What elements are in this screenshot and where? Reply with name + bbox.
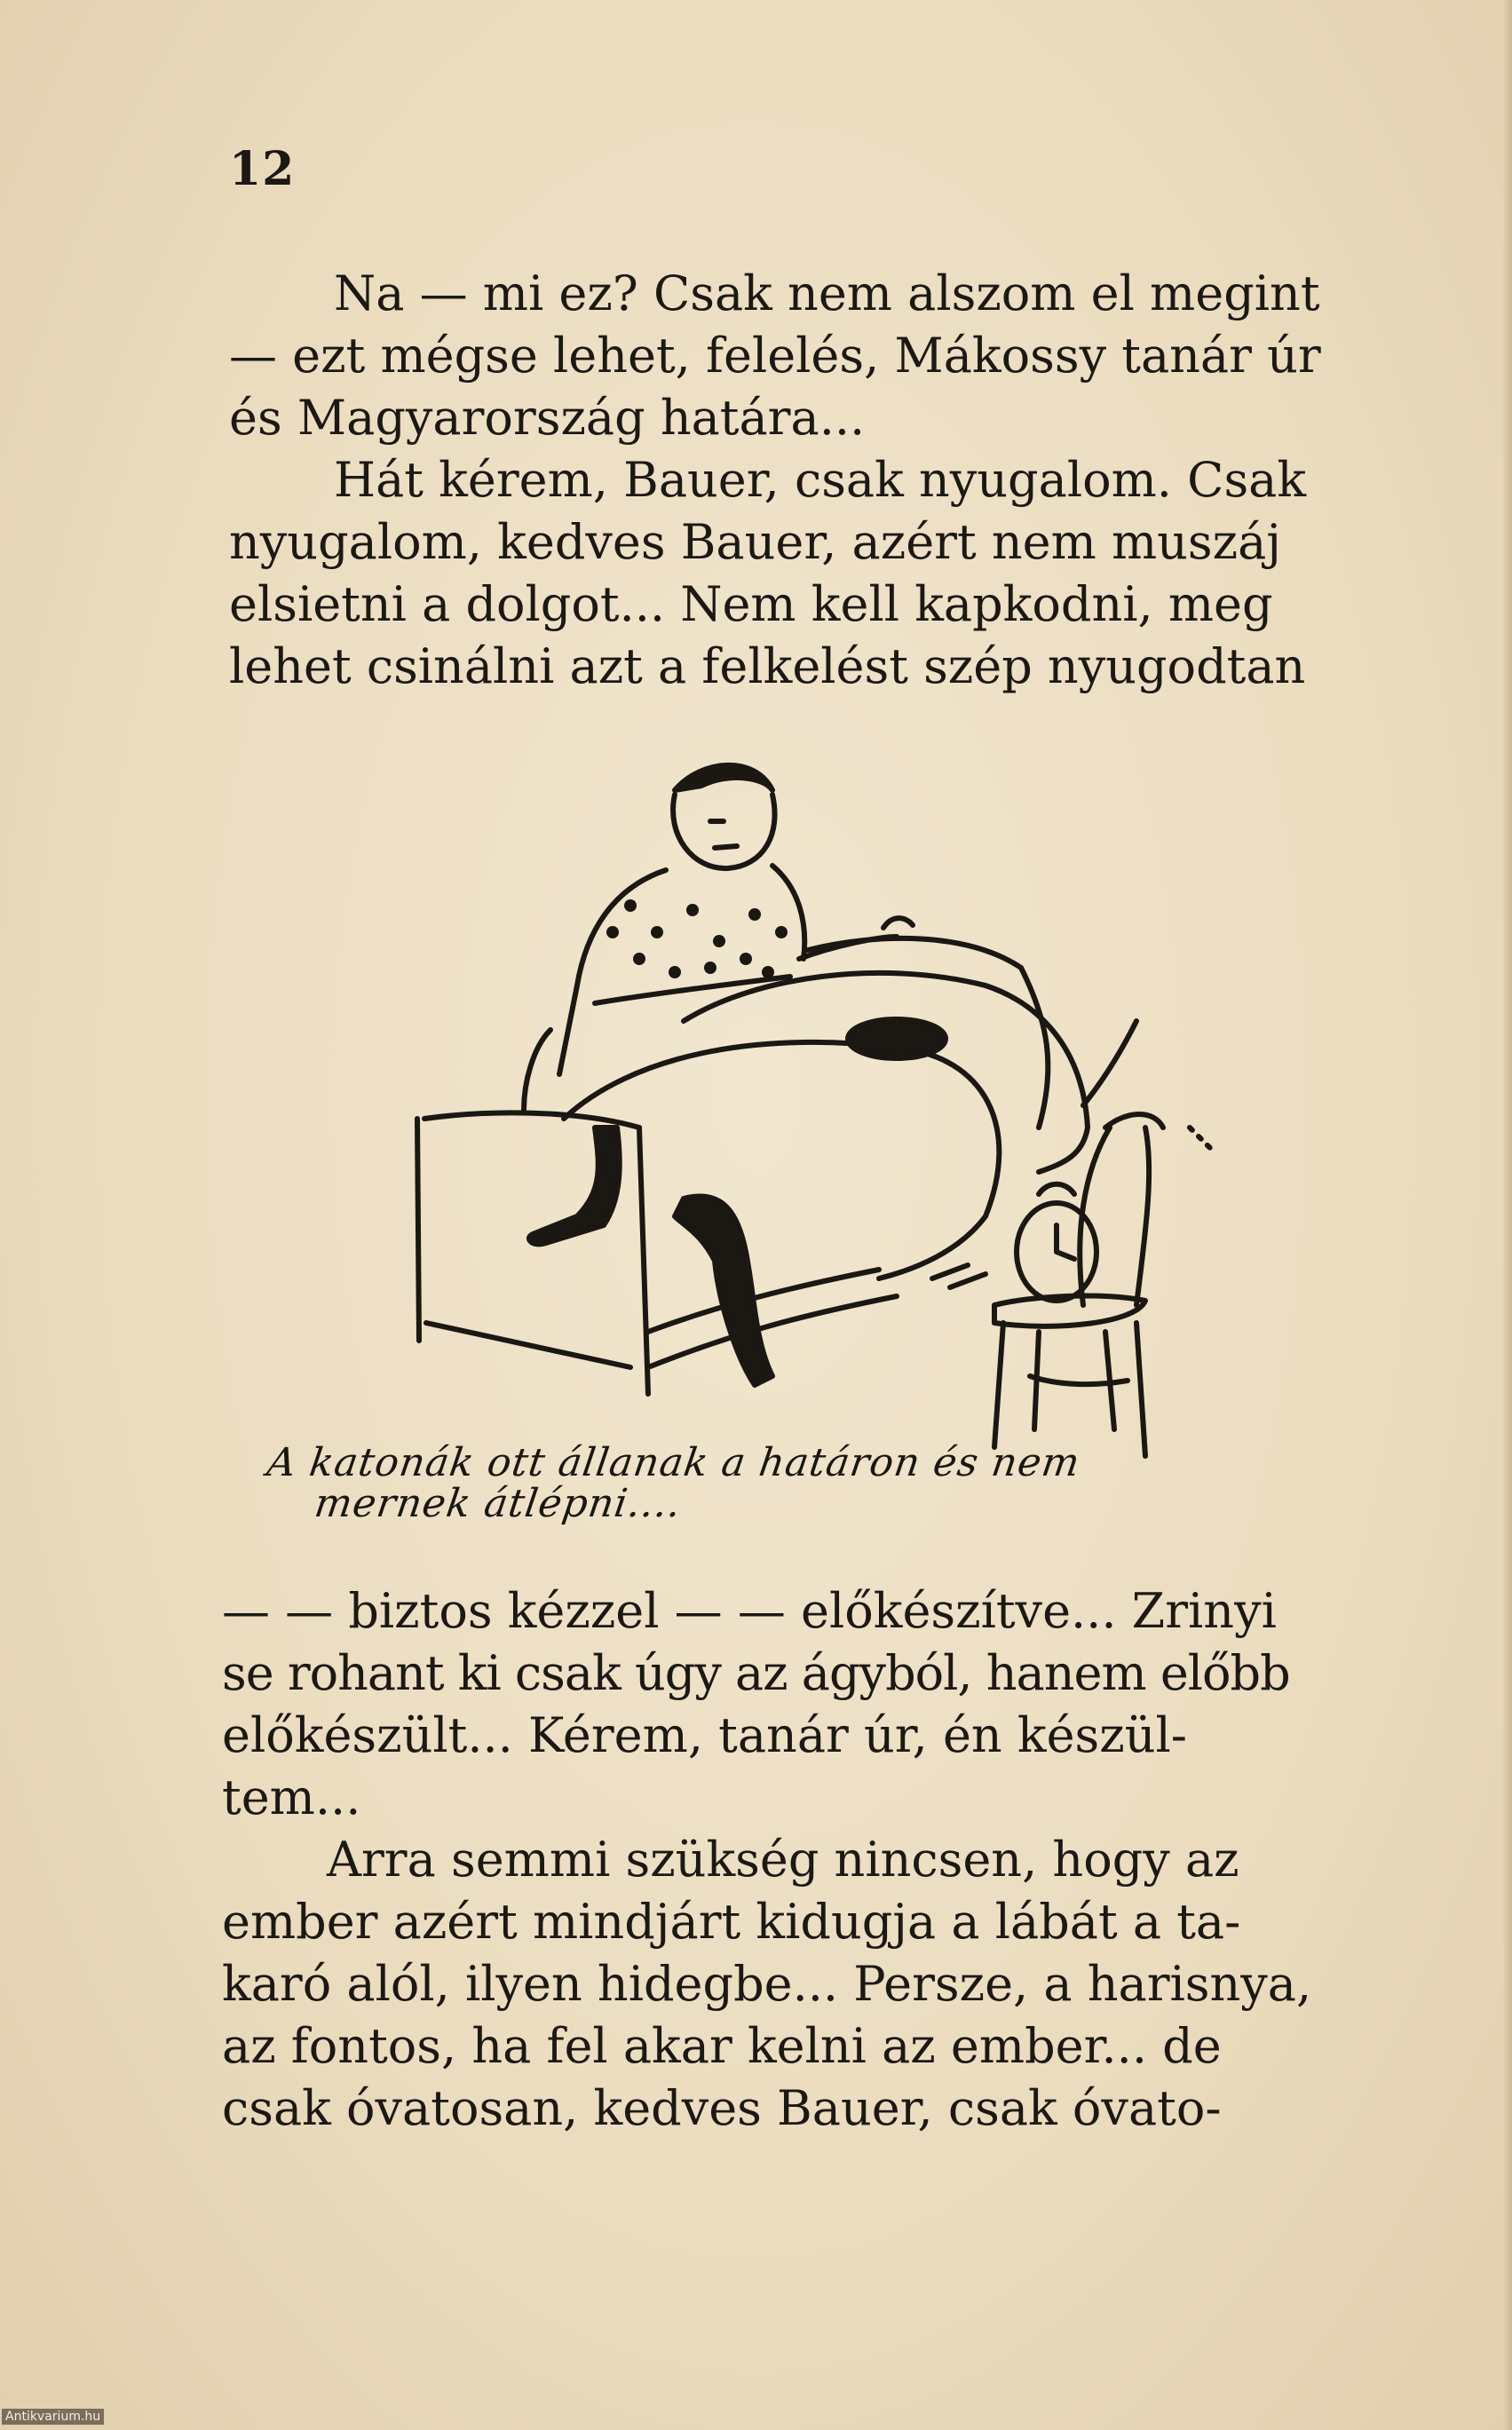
woman-mouth <box>715 846 737 848</box>
woman-body <box>559 870 666 1074</box>
bed-headboard <box>417 1119 419 1341</box>
chair-leg-1 <box>994 1323 1003 1447</box>
caption-line: A katonák ott állanak a határon és nem <box>264 1440 1083 1485</box>
text-line: csak óvatosan, kedves Bauer, csak óvato- <box>222 2080 1222 2136</box>
motion-line <box>1083 1021 1136 1105</box>
text-line: karó alól, ilyen hidegbe... Persze, a harisnya, <box>222 1956 1312 2012</box>
clock-bell <box>1039 1184 1074 1194</box>
blanket-fold <box>684 973 1088 1172</box>
bed-woman-chair-clock-drawing <box>257 755 1296 1536</box>
bed-rail-2 <box>648 1296 897 1367</box>
bed-cover <box>564 1042 999 1278</box>
paragraph-2 <box>229 449 1330 698</box>
text-line: ember azért mindjárt kidugja a lábát a ta- <box>222 1894 1241 1950</box>
text-line: Arra semmi szükség nincsen, hogy az <box>327 1832 1239 1888</box>
dress-dots <box>606 899 788 978</box>
motion-line <box>1190 1128 1212 1150</box>
caption-line: mernek átlépni.... <box>312 1481 685 1526</box>
text-line: — — biztos kézzel — — előkészítve... Zrinyi <box>222 1583 1277 1639</box>
woman-hair <box>675 765 772 790</box>
chair-top <box>1105 1114 1163 1128</box>
illustration-caption <box>259 1440 1230 1526</box>
sleeper-head <box>848 1019 946 1058</box>
clock-hands <box>1057 1225 1074 1259</box>
paragraph-4 <box>222 1829 1314 2140</box>
chair-rung <box>1030 1376 1128 1384</box>
text-line: lehet csinálni azt a felkelést szép nyugodtan <box>229 638 1306 694</box>
paragraph-3 <box>222 1580 1314 1829</box>
text-line: se rohant ki csak úgy az ágyból, hanem előbb <box>222 1645 1290 1701</box>
text-line: nyugalom, kedves Bauer, azért nem muszáj <box>229 514 1282 570</box>
page-number: 12 <box>229 142 296 196</box>
bed-post <box>639 1128 648 1394</box>
woman-chairback <box>524 1030 550 1110</box>
woman-face <box>673 795 774 868</box>
text-line: tem... <box>222 1769 361 1825</box>
chair-back-right <box>1136 1128 1149 1305</box>
top-text-block <box>229 263 1330 698</box>
text-line: Na — mi ez? Csak nem alszom el megint <box>334 265 1320 321</box>
text-line: Hát kérem, Bauer, csak nyugalom. Csak <box>334 452 1307 508</box>
woman-body-right <box>772 866 804 959</box>
blanket-edge <box>808 938 1021 968</box>
floor-dash <box>932 1265 986 1287</box>
blanket-corner <box>1021 968 1048 1128</box>
chair-leg-2 <box>1136 1323 1145 1456</box>
text-line: — ezt mégse lehet, felelés, Mákossy tanár úr <box>229 328 1321 384</box>
bed-rail <box>648 1270 879 1332</box>
text-line: elsietni a dolgot... Nem kell kapkodni, meg <box>229 576 1273 632</box>
bed-frame-bottom <box>426 1323 630 1367</box>
bottom-text-block <box>222 1580 1314 2140</box>
text-line: előkészült... Kérem, tanár úr, én készül- <box>222 1707 1188 1763</box>
woman-hand <box>883 918 913 928</box>
right-leg <box>675 1197 772 1386</box>
text-line: az fontos, ha fel akar kelni az ember... de <box>222 2018 1222 2074</box>
watermark: Antikvarium.hu <box>2 2409 104 2425</box>
page-edge <box>1503 0 1512 2430</box>
left-leg <box>529 1128 620 1244</box>
paragraph-1 <box>229 263 1330 449</box>
text-line: és Magyarország határa... <box>229 390 866 446</box>
